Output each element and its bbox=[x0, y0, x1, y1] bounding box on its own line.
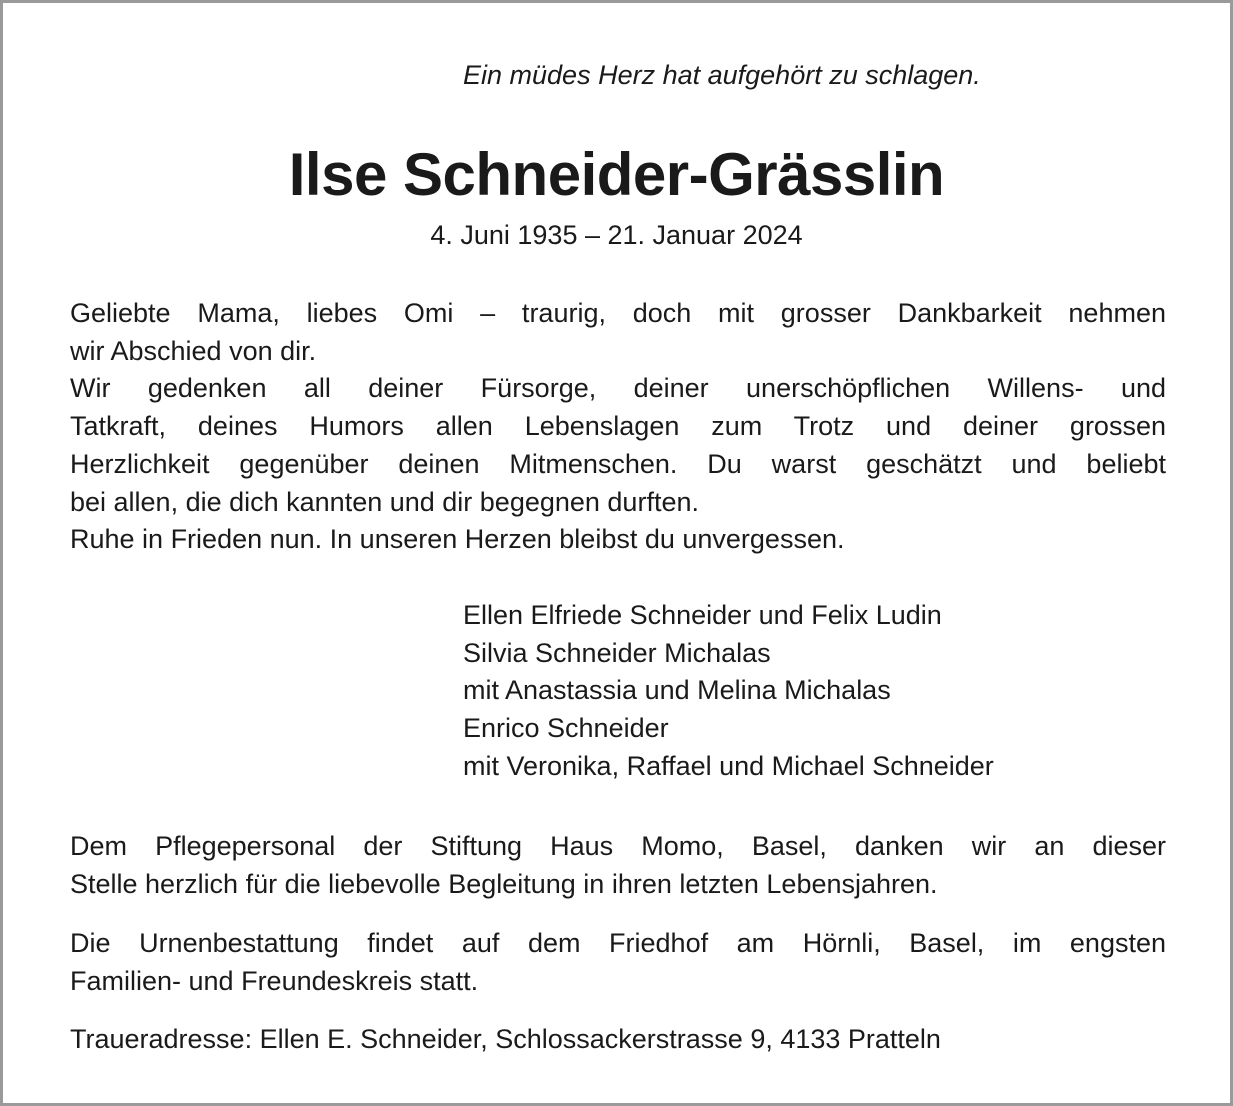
mourners-list bbox=[463, 597, 994, 786]
burial-line: Familien- und Freundeskreis statt. bbox=[70, 965, 479, 996]
address-line: Traueradresse: Ellen E. Schneider, Schlossackerstrasse 9, 4133 Pratteln bbox=[70, 1024, 941, 1054]
mourner-line: Silvia Schneider Michalas bbox=[463, 637, 771, 668]
message-line: bei allen, die dich kannten und dir begegnen durften. bbox=[70, 486, 699, 517]
burial-paragraph bbox=[70, 925, 1166, 1000]
burial-line: Die Urnenbestattung findet auf dem Friedhof am Hörnli, Basel, im engsten bbox=[70, 928, 1166, 958]
message-line: wir Abschied von dir. bbox=[70, 335, 317, 366]
message-line: Ruhe in Frieden nun. In unseren Herzen bleibst du unvergessen. bbox=[70, 524, 845, 555]
farewell-message bbox=[70, 295, 1166, 559]
message-line: Wir gedenken all deiner Fürsorge, deiner unerschöpflichen Willens- und bbox=[70, 373, 1166, 404]
thanks-line: Dem Pflegepersonal der Stiftung Haus Momo, Basel, danken wir an dieser bbox=[70, 831, 1166, 861]
thanks-line: Stelle herzlich für die liebevolle Begleitung in ihren letzten Lebensjahren. bbox=[70, 868, 938, 899]
deceased-name: Ilse Schneider-Grässlin bbox=[288, 141, 945, 208]
motto-quote: Ein müdes Herz hat aufgehört zu schlagen. bbox=[463, 60, 981, 90]
message-line: Tatkraft, deines Humors allen Lebenslagen zum Trotz und deiner grossen bbox=[70, 411, 1166, 442]
mourner-line: Ellen Elfriede Schneider und Felix Ludin bbox=[463, 600, 942, 630]
message-line: Geliebte Mama, liebes Omi – traurig, doch mit grosser Dankbarkeit nehmen bbox=[70, 298, 1166, 328]
life-dates: 4. Juni 1935 – 21. Januar 2024 bbox=[430, 220, 803, 250]
mourner-line: mit Anastassia und Melina Michalas bbox=[463, 675, 891, 706]
message-line: Herzlichkeit gegenüber deinen Mitmenschen. Du warst geschätzt und beliebt bbox=[70, 448, 1166, 479]
thanks-paragraph bbox=[70, 828, 1166, 903]
mourning-address bbox=[70, 1021, 1166, 1059]
mourner-line: mit Veronika, Raffael und Michael Schneider bbox=[463, 750, 994, 781]
mourner-line: Enrico Schneider bbox=[463, 713, 669, 744]
